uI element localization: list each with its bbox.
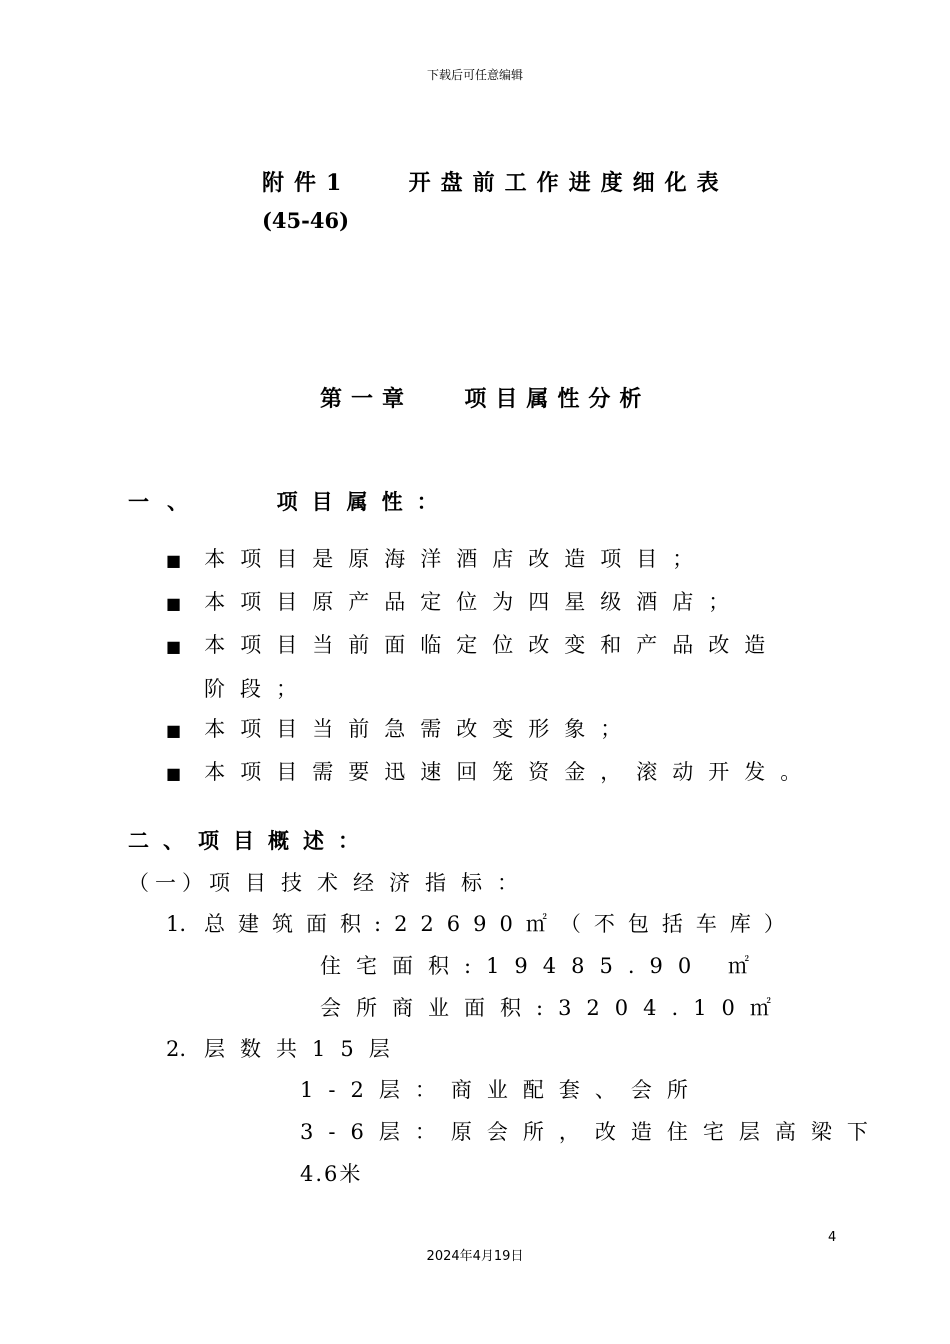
item-2-floors-3-6: 3-6层：原会所，改造住宅层高梁下	[300, 1120, 883, 1144]
bullet-square-icon: ■	[166, 551, 182, 570]
list-item	[166, 756, 816, 786]
chapter-name: 项目属性分析	[464, 386, 651, 412]
list-item	[166, 629, 780, 659]
item-1	[166, 908, 798, 938]
chapter-heading	[320, 382, 650, 413]
title-main: 开盘前工作进度细化表	[408, 170, 729, 196]
bullet-text-continuation: 阶段；	[204, 677, 312, 701]
subsection-title: 项目技术经济指标：	[209, 871, 533, 895]
section2-heading: 二、项目概述：	[128, 828, 373, 853]
subsection-heading	[128, 867, 533, 897]
bullet-text: 本项目当前急需改变形象；	[204, 717, 637, 741]
item-number: 1.	[166, 912, 187, 936]
bullet-text: 本项目需要迅速回笼资金，滚动开发。	[204, 760, 817, 784]
bullet-text: 本项目当前面临定位改变和产品改造	[204, 633, 781, 657]
header-note: 下载后可任意编辑	[426, 68, 523, 82]
item-text: 层数共15层	[204, 1037, 405, 1061]
bullet-text: 本项目是原海洋酒店改造项目；	[204, 547, 709, 571]
chapter-label: 第一章	[320, 386, 414, 412]
section1-heading	[128, 486, 452, 516]
title-line-1	[262, 166, 729, 197]
section1-number: 一、	[128, 489, 206, 514]
list-item	[166, 543, 708, 573]
section1-title: 项目属性：	[276, 489, 452, 514]
item-2	[166, 1033, 405, 1063]
bullet-square-icon: ■	[166, 594, 182, 613]
page-number: 4	[828, 1230, 837, 1245]
title-prefix: 附件1	[262, 170, 352, 196]
item-text: 总建筑面积:22690㎡（不包括车库）	[204, 912, 798, 936]
subsection-label: （一）	[128, 871, 209, 895]
list-item	[166, 586, 744, 616]
bullet-square-icon: ■	[166, 721, 182, 740]
item-2-floors-1-2: 1-2层：商业配套、会所	[300, 1078, 703, 1102]
list-item	[166, 713, 636, 743]
bullet-square-icon: ■	[166, 637, 182, 656]
title-line-2: (45-46)	[262, 208, 350, 233]
item-1-residential-area: 住宅面积:19485.90 ㎡	[320, 954, 764, 978]
bullet-square-icon: ■	[166, 764, 182, 783]
item-2-floor-height: 4.6米	[300, 1162, 363, 1186]
footer-date: 2024年4月19日	[426, 1249, 524, 1264]
item-1-clubhouse-area: 会所商业面积:3204.10㎡	[320, 996, 786, 1020]
bullet-text: 本项目原产品定位为四星级酒店；	[204, 590, 745, 614]
item-number: 2.	[166, 1037, 187, 1061]
